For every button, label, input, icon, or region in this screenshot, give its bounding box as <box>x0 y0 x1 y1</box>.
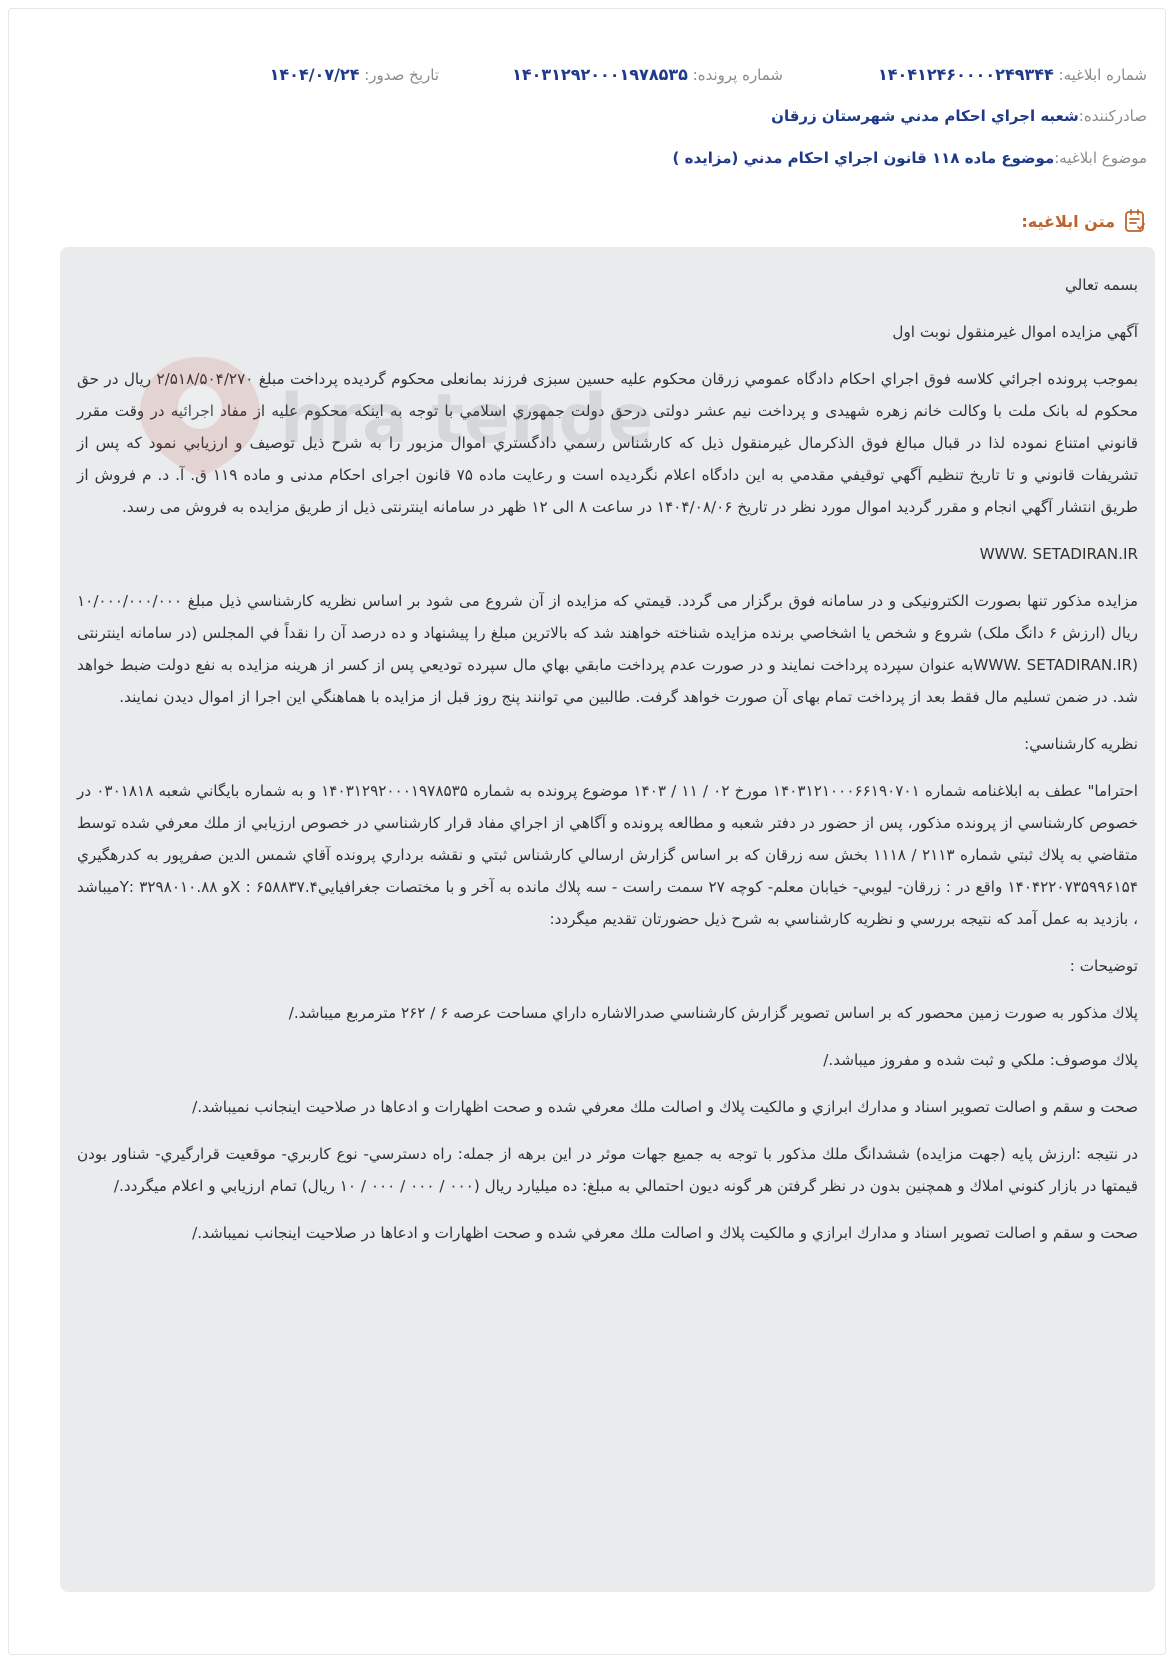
body-paragraph: صحت و سقم و اصالت تصوير اسناد و مدارك ابرازي و مالكيت پلاك و اصالت ملك معرفي شده و صحت اظهارات و ادعاها در صلاحيت اينجانب نميباشد./ <box>192 1098 1138 1116</box>
issuer-label: صادرکننده: <box>1078 107 1147 125</box>
case-number <box>512 65 783 84</box>
subject-label: موضوع ابلاغیه: <box>1054 149 1147 167</box>
notice-body <box>77 269 1138 1249</box>
issue-date-label: تاریخ صدور: <box>364 66 439 84</box>
website-address: WWW. SETADIRAN.IR <box>979 545 1138 563</box>
case-number-label: شماره پرونده: <box>692 66 783 84</box>
notice-number <box>878 65 1147 84</box>
subject-row <box>27 149 1147 167</box>
body-paragraph: صحت و سقم و اصالت تصوير اسناد و مدارك ابرازي و مالكيت پلاك و اصالت ملك معرفي شده و صحت اظهارات و ادعاها در صلاحيت اينجانب نميباشد./ <box>192 1224 1138 1242</box>
notice-text-box <box>60 247 1155 1592</box>
body-paragraph: بموجب پرونده اجرائي كلاسه فوق اجراي احكام دادگاه عمومي زرقان محكوم عليه حسين سبزی فرزند بمانعلی محكوم گرديده پرداخت مبلغ ۲/۵۱۸/۵۰۴/۲۷۰ ريال در حق محكوم له بانک ملت با وكالت خانم زهره شهیدی و پرداخت نيم عشر دولتی درحق دولت جمهوري اسلامي با توجه به اينكه محكوم عليه از مفاد اجرائيه در وقت مقرر قانوني امتناع نموده لذا در قبال مبالغ فوق الذكرمال غيرمنقول ذيل كه كارشناس رسمي دادگستري اموال مزبور را به شرح ذيل توصيف و ارزيابي نمود كه پس از تشريفات قانوني و تا تاريخ تنظيم آگهي توقيفي مقدمي به اين دادگاه اعلام نگرديده است و رعايت ماده ۷۵ قانون اجرای احکام مدنی و ماده ۱۱۹ ق. آ. د. م فروش از طريق انتشار آگهي انجام و مقرر گرديد اموال مورد نظر در تاريخ ۱۴۰۴/۰۸/۰۶ در ساعت ۸ الی ۱۲ ظهر در سامانه اینترنتی ذیل از طریق مزایده به فروش می رسد. <box>77 370 1139 516</box>
notice-text-title: متن ابلاغیه: <box>1021 211 1115 231</box>
issuer-row <box>27 107 1147 125</box>
case-number-value: ۱۴۰۳۱۲۹۲۰۰۰۱۹۷۸۵۳۵ <box>512 65 688 84</box>
body-paragraph: در نتيجه :ارزش پايه (جهت مزايده) ششدانگ ملك مذكور با توجه به جميع جهات موثر در اين برهه از جمله: راه دسترسي- نوع كاربري- موقعيت قرارگيري- شناور بودن قيمتها در بازار كنوني املاك و همچنين بدون در نظر گرفتن هر گونه ديون احتمالي به مبلغ: ده ميليارد ريال (۰۰۰ / ۰۰۰ / ۰۰۰ / ۱۰ ريال) تمام ارزيابي و اعلام ميگردد./ <box>77 1145 1138 1195</box>
notice-number-value: ۱۴۰۴۱۲۴۶۰۰۰۰۲۴۹۳۴۴ <box>877 65 1054 84</box>
notice-page <box>8 8 1166 1655</box>
subject-value: موضوع ماده ۱۱۸ قانون اجراي احكام مدني (مزايده ) <box>672 149 1055 167</box>
body-paragraph: آگهي مزايده اموال غيرمنقول نوبت اول <box>892 323 1138 341</box>
body-paragraph: پلاك موصوف: ملكي و ثبت شده و مفروز ميباشد./ <box>823 1051 1138 1069</box>
body-paragraph: توضيحات : <box>1069 957 1138 975</box>
body-paragraph: مزايده مذكور تنها بصورت الكترونيكی و در سامانه فوق برگزار می گردد. قيمتي كه مزايده از آن شروع می شود بر اساس نظريه كارشناسي ذيل مبلغ ۱۰/۰۰۰/۰۰۰/۰۰۰ ريال (ارزش ۶ دانگ ملک) شروع و شخص يا اشخاصي برنده مزايده شناخته خواهند شد كه بالاترين مبلغ را پيشنهاد و ده درصد آن را نقداً في المجلس (در سامانه اينترنتی (WWW. SETADIRAN.IRبه عنوان سپرده پرداخت نمايند و در صورت عدم پرداخت مابقي بهاي مال سپرده توديعي پس از كسر از هرينه مزايده به نفع دولت ضبط خواهد شد. در ضمن تسليم مال فقط بعد از پرداخت تمام بهای آن صورت خواهد گرفت. طالبين مي توانند پنج روز قبل از مزايده با هماهنگي اين اجرا از اموال ديدن نمايند. <box>77 592 1139 706</box>
issue-date-value: ۱۴۰۴/۰۷/۲۴ <box>269 65 360 84</box>
watermark-brand: hra tende <box>280 380 650 459</box>
body-paragraph: پلاك مذكور به صورت زمين محصور كه بر اساس تصوير گزارش كارشناسي صدرالاشاره داراي مساحت عرصه ۶ / ۲۶۲ مترمربع ميباشد./ <box>288 1004 1138 1022</box>
body-paragraph: احتراما" عطف به ابلاغنامه شماره ۱۴۰۳۱۲۱۰۰۰۶۶۱۹۰۷۰۱ مورخ ۰۲ / ۱۱ / ۱۴۰۳ موضوع پرونده به شماره ۱۴۰۳۱۲۹۲۰۰۰۱۹۷۸۵۳۵ و به شماره بايگاني شعبه ۰۳۰۱۸۱۸ در خصوص كارشناسي از پرونده مذكور، پس از حضور در دفتر شعبه و مطالعه پرونده و آگاهي از اجراي مفاد قرار كارشناسي در خصوص ارزيابي از ملك معرفي شده توسط متقاضي به پلاك ثبتي شماره ۲۱۱۳ / ۱۱۱۸ بخش سه زرقان كه بر اساس گزارش ارسالي كارشناس ثبتي و نقشه برداري پرونده آقاي شمس الدين صفرپور به كدرهگيري ۱۴۰۴۲۲۰۷۳۵۹۹۶۱۵۴ واقع در : زرقان- ليوبي- خيابان معلم- كوچه ۲۷ سمت راست - سه پلاك مانده به آخر و با مختصات جغرافيايي۶۵۸۸۳۷.۴ : Xو ۳۲۹۸۰۱۰.۸۸ :Yميباشد ، بازديد به عمل آمد كه نتيجه بررسي و نظريه كارشناسي به شرح ذيل حضورتان تقديم ميگردد: <box>77 782 1139 928</box>
notice-number-label: شماره ابلاغیه: <box>1058 66 1147 84</box>
body-paragraph: بسمه تعالي <box>1065 276 1138 294</box>
document-notes-icon <box>1123 208 1147 234</box>
issue-date <box>270 65 439 84</box>
body-paragraph: نظريه كارشناسي: <box>1024 735 1138 753</box>
issuer-value: شعبه اجراي احكام مدني شهرستان زرقان <box>771 107 1079 125</box>
notice-text-heading <box>1021 208 1147 234</box>
